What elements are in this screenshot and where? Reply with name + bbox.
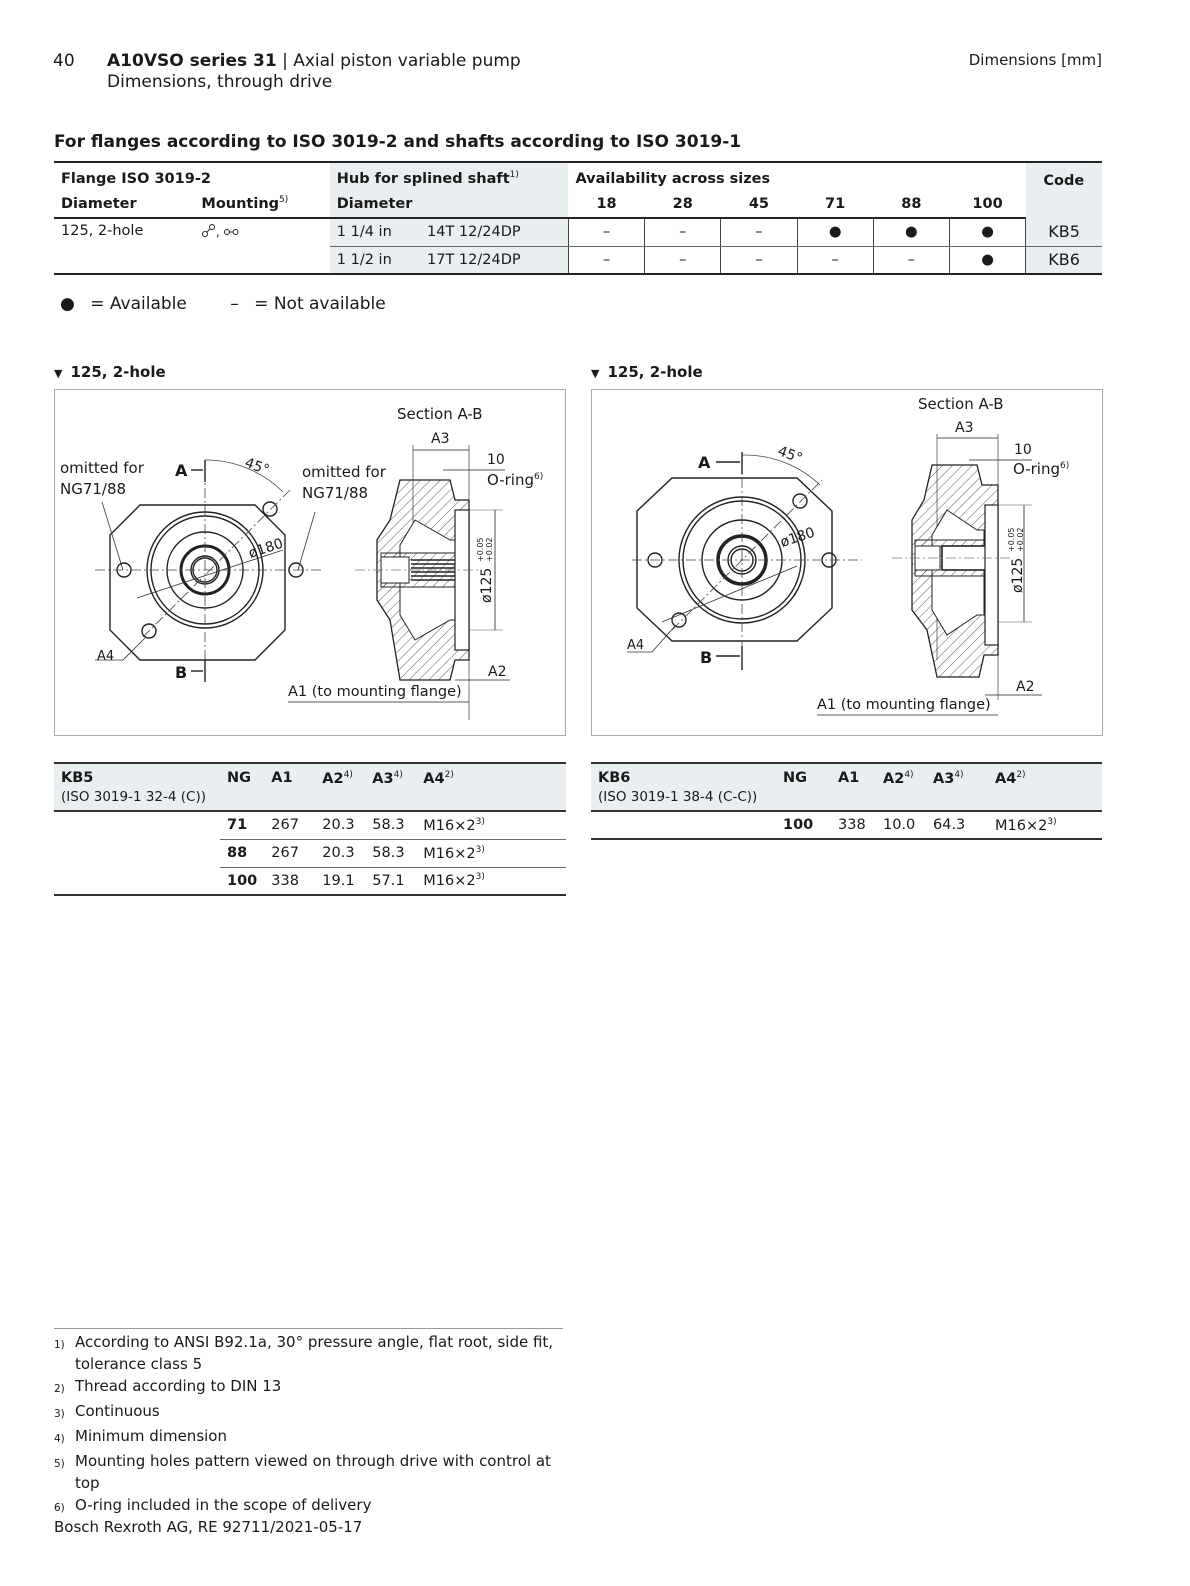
product-description: Axial piston variable pump — [293, 51, 521, 71]
section-mark-b: B — [175, 663, 188, 682]
size-header: 18 — [568, 190, 644, 218]
diameter-180-label: ø180 — [778, 524, 817, 551]
footnote-divider — [54, 1328, 563, 1329]
a4-label: A4 — [627, 638, 645, 653]
code-cell: KB6 — [1026, 246, 1102, 274]
a2-header: A2$^{4)}$ — [876, 763, 926, 789]
front-view — [637, 478, 836, 641]
section-title: Section A-B — [918, 395, 1004, 413]
drawing-kb6 — [591, 389, 1103, 736]
tolerance-upper: +0.05 — [476, 537, 485, 562]
omitted-left-label-1: omitted for — [60, 459, 144, 477]
drawing-kb5 — [54, 389, 566, 736]
table-row — [54, 218, 1102, 246]
code-header: KB6 — [591, 763, 776, 789]
page-number: 40 — [53, 51, 75, 71]
svg-text:,: , — [216, 225, 221, 239]
flange-group-header: Flange ISO 3019-2 — [54, 162, 330, 190]
standard-label: (ISO 3019-1 38-4 (C-C)) — [591, 789, 1102, 811]
footnote: 4) Minimum dimension — [54, 1427, 227, 1445]
standard-label: (ISO 3019-1 32-4 (C)) — [54, 789, 566, 811]
a2-label: A2 — [488, 664, 507, 680]
a3-header: A3$^{4)}$ — [926, 763, 988, 789]
flange-diameter-cell: 125, 2-hole — [54, 218, 194, 274]
section-mark-a: A — [698, 453, 711, 472]
hub-diameter-header: Diameter — [330, 190, 569, 218]
ng-value: 88 — [220, 839, 264, 867]
availability-cell: – — [721, 246, 797, 274]
a2-header: A2$^{4)}$ — [315, 763, 365, 789]
availability-cell: – — [873, 246, 949, 274]
size-header: 28 — [645, 190, 721, 218]
front-view — [110, 502, 303, 660]
size-header: 100 — [949, 190, 1025, 218]
availability-cell: – — [645, 246, 721, 274]
oring-label: O-ring$^{6)}$ — [1013, 460, 1070, 478]
footnote: 2) Thread according to DIN 13 — [54, 1377, 282, 1395]
code-cell: KB5 — [1026, 218, 1102, 246]
hub-diameter: 1 1/2 in — [330, 246, 420, 274]
footnote: 5) Mounting holes pattern viewed on through drive with control at top — [54, 1452, 551, 1492]
a3-value: 58.3 — [365, 839, 416, 867]
dimension-table-kb6 — [591, 762, 1102, 840]
spline-spec: 14T 12/24DP — [420, 218, 568, 246]
not-available-symbol: – — [230, 294, 239, 314]
a4-header: A4$^{2)}$ — [988, 763, 1102, 789]
ng-header: NG — [776, 763, 831, 789]
diameter-125-label: ø125 — [479, 567, 495, 603]
size-header: 71 — [797, 190, 873, 218]
not-available-label: = Not available — [254, 294, 386, 314]
a2-value: 20.3 — [315, 839, 365, 867]
centerlines — [95, 460, 323, 680]
ng-value: 71 — [220, 811, 264, 839]
a1-label: A1 (to mounting flange) — [817, 697, 991, 713]
page-subtitle: Dimensions, through drive — [107, 72, 333, 92]
availability-cell: ● — [873, 218, 949, 246]
a1-value: 338 — [264, 867, 315, 895]
a4-header: A4$^{2)}$ — [416, 763, 566, 789]
omitted-right-label-2: NG71/88 — [302, 484, 369, 502]
a1-label: A1 (to mounting flange) — [288, 684, 462, 700]
ten-label: 10 — [487, 452, 505, 468]
page-footer: Bosch Rexroth AG, RE 92711/2021-05-17 — [54, 1518, 363, 1536]
diameter-header: Diameter — [54, 190, 194, 218]
table-row — [54, 867, 566, 895]
code-header: KB5 — [54, 763, 220, 789]
a1-header: A1 — [264, 763, 315, 789]
technical-drawing-kb6 — [592, 390, 1102, 735]
availability-group-header: Availability across sizes — [568, 162, 1025, 190]
dimension-table-kb5 — [54, 762, 566, 896]
triangle-down-icon: ▼ — [591, 367, 600, 380]
size-header: 45 — [721, 190, 797, 218]
oring-label: O-ring$^{6)}$ — [487, 471, 544, 489]
page-header-title — [107, 51, 521, 93]
available-label: = Available — [90, 294, 187, 314]
diameter-180-label: ø180 — [246, 535, 286, 562]
a2-value: 10.0 — [876, 811, 926, 839]
ng-value: 100 — [776, 811, 831, 839]
a3-value: 57.1 — [365, 867, 416, 895]
section-mark-b: B — [700, 648, 713, 667]
mounting-header: Mounting$^{5)}$ — [194, 190, 329, 218]
technical-drawing-kb5 — [55, 390, 565, 735]
a1-value: 338 — [831, 811, 876, 839]
section-label: Dimensions [mm] — [968, 51, 1102, 69]
diameter-125-label: ø125 — [1010, 557, 1026, 593]
a2-value: 20.3 — [315, 811, 365, 839]
a2-value: 19.1 — [315, 867, 365, 895]
a3-label: A3 — [431, 431, 450, 447]
mounting-cell — [194, 218, 329, 274]
availability-legend — [60, 294, 396, 314]
tolerance-lower: +0.02 — [1016, 527, 1025, 552]
section-title: For flanges according to ISO 3019-2 and shafts according to ISO 3019-1 — [54, 132, 742, 152]
a1-value: 267 — [264, 839, 315, 867]
availability-cell: – — [797, 246, 873, 274]
size-header: 88 — [873, 190, 949, 218]
a3-value: 58.3 — [365, 811, 416, 839]
spline-spec: 17T 12/24DP — [420, 246, 568, 274]
a3-header: A3$^{4)}$ — [365, 763, 416, 789]
a1-value: 267 — [264, 811, 315, 839]
table-row — [591, 811, 1102, 839]
availability-cell: – — [568, 218, 644, 246]
table-row — [54, 811, 566, 839]
title-separator: | — [276, 51, 294, 71]
footnote: 3) Continuous — [54, 1402, 160, 1420]
tolerance-upper: +0.05 — [1007, 527, 1016, 552]
hub-group-header: Hub for splined shaft$^{1)}$ — [330, 162, 569, 190]
table-row — [54, 839, 566, 867]
omitted-right-label-1: omitted for — [302, 463, 386, 481]
omitted-left-label-2: NG71/88 — [60, 480, 127, 498]
triangle-down-icon: ▼ — [54, 367, 63, 380]
availability-cell: ● — [949, 218, 1025, 246]
angle-label: 45° — [242, 455, 272, 479]
ng-value: 100 — [220, 867, 264, 895]
section-title: Section A-B — [397, 405, 483, 423]
a4-label: A4 — [97, 649, 115, 664]
a3-label: A3 — [955, 420, 974, 436]
tolerance-lower: +0.02 — [485, 537, 494, 562]
a2-label: A2 — [1016, 679, 1035, 695]
section-mark-a: A — [175, 461, 188, 480]
a1-header: A1 — [831, 763, 876, 789]
mounting-pattern-icon — [201, 223, 251, 239]
centerlines — [632, 455, 862, 670]
a4-value: $M16\times 2^{3)}$ — [988, 811, 1102, 839]
code-header: Code — [1026, 162, 1102, 218]
hub-diameter: 1 1/4 in — [330, 218, 420, 246]
availability-cell: ● — [797, 218, 873, 246]
footnote: 6) O-ring included in the scope of delivery — [54, 1496, 372, 1514]
availability-table — [54, 161, 1102, 275]
section-body — [377, 480, 469, 680]
availability-cell: – — [645, 218, 721, 246]
footnotes — [54, 1331, 574, 1519]
availability-cell: – — [568, 246, 644, 274]
section-body — [912, 465, 998, 677]
product-name: A10VSO series 31 — [107, 51, 277, 71]
a4-value: $M16\times 2^{3)}$ — [416, 867, 566, 895]
availability-cell: ● — [949, 246, 1025, 274]
availability-cell: – — [721, 218, 797, 246]
angle-label: 45° — [775, 443, 805, 467]
view-title-kb5: ▼ 125, 2-hole — [54, 363, 166, 381]
footnote: 1) According to ANSI B92.1a, 30° pressure angle, flat root, side fit, tolerance class 5 — [54, 1333, 554, 1373]
a3-value: 64.3 — [926, 811, 988, 839]
view-title-kb6: ▼ 125, 2-hole — [591, 363, 703, 381]
a4-value: $M16\times 2^{3)}$ — [416, 811, 566, 839]
ten-label: 10 — [1014, 442, 1032, 458]
ng-header: NG — [220, 763, 264, 789]
available-symbol: ● — [60, 294, 75, 314]
a4-value: $M16\times 2^{3)}$ — [416, 839, 566, 867]
